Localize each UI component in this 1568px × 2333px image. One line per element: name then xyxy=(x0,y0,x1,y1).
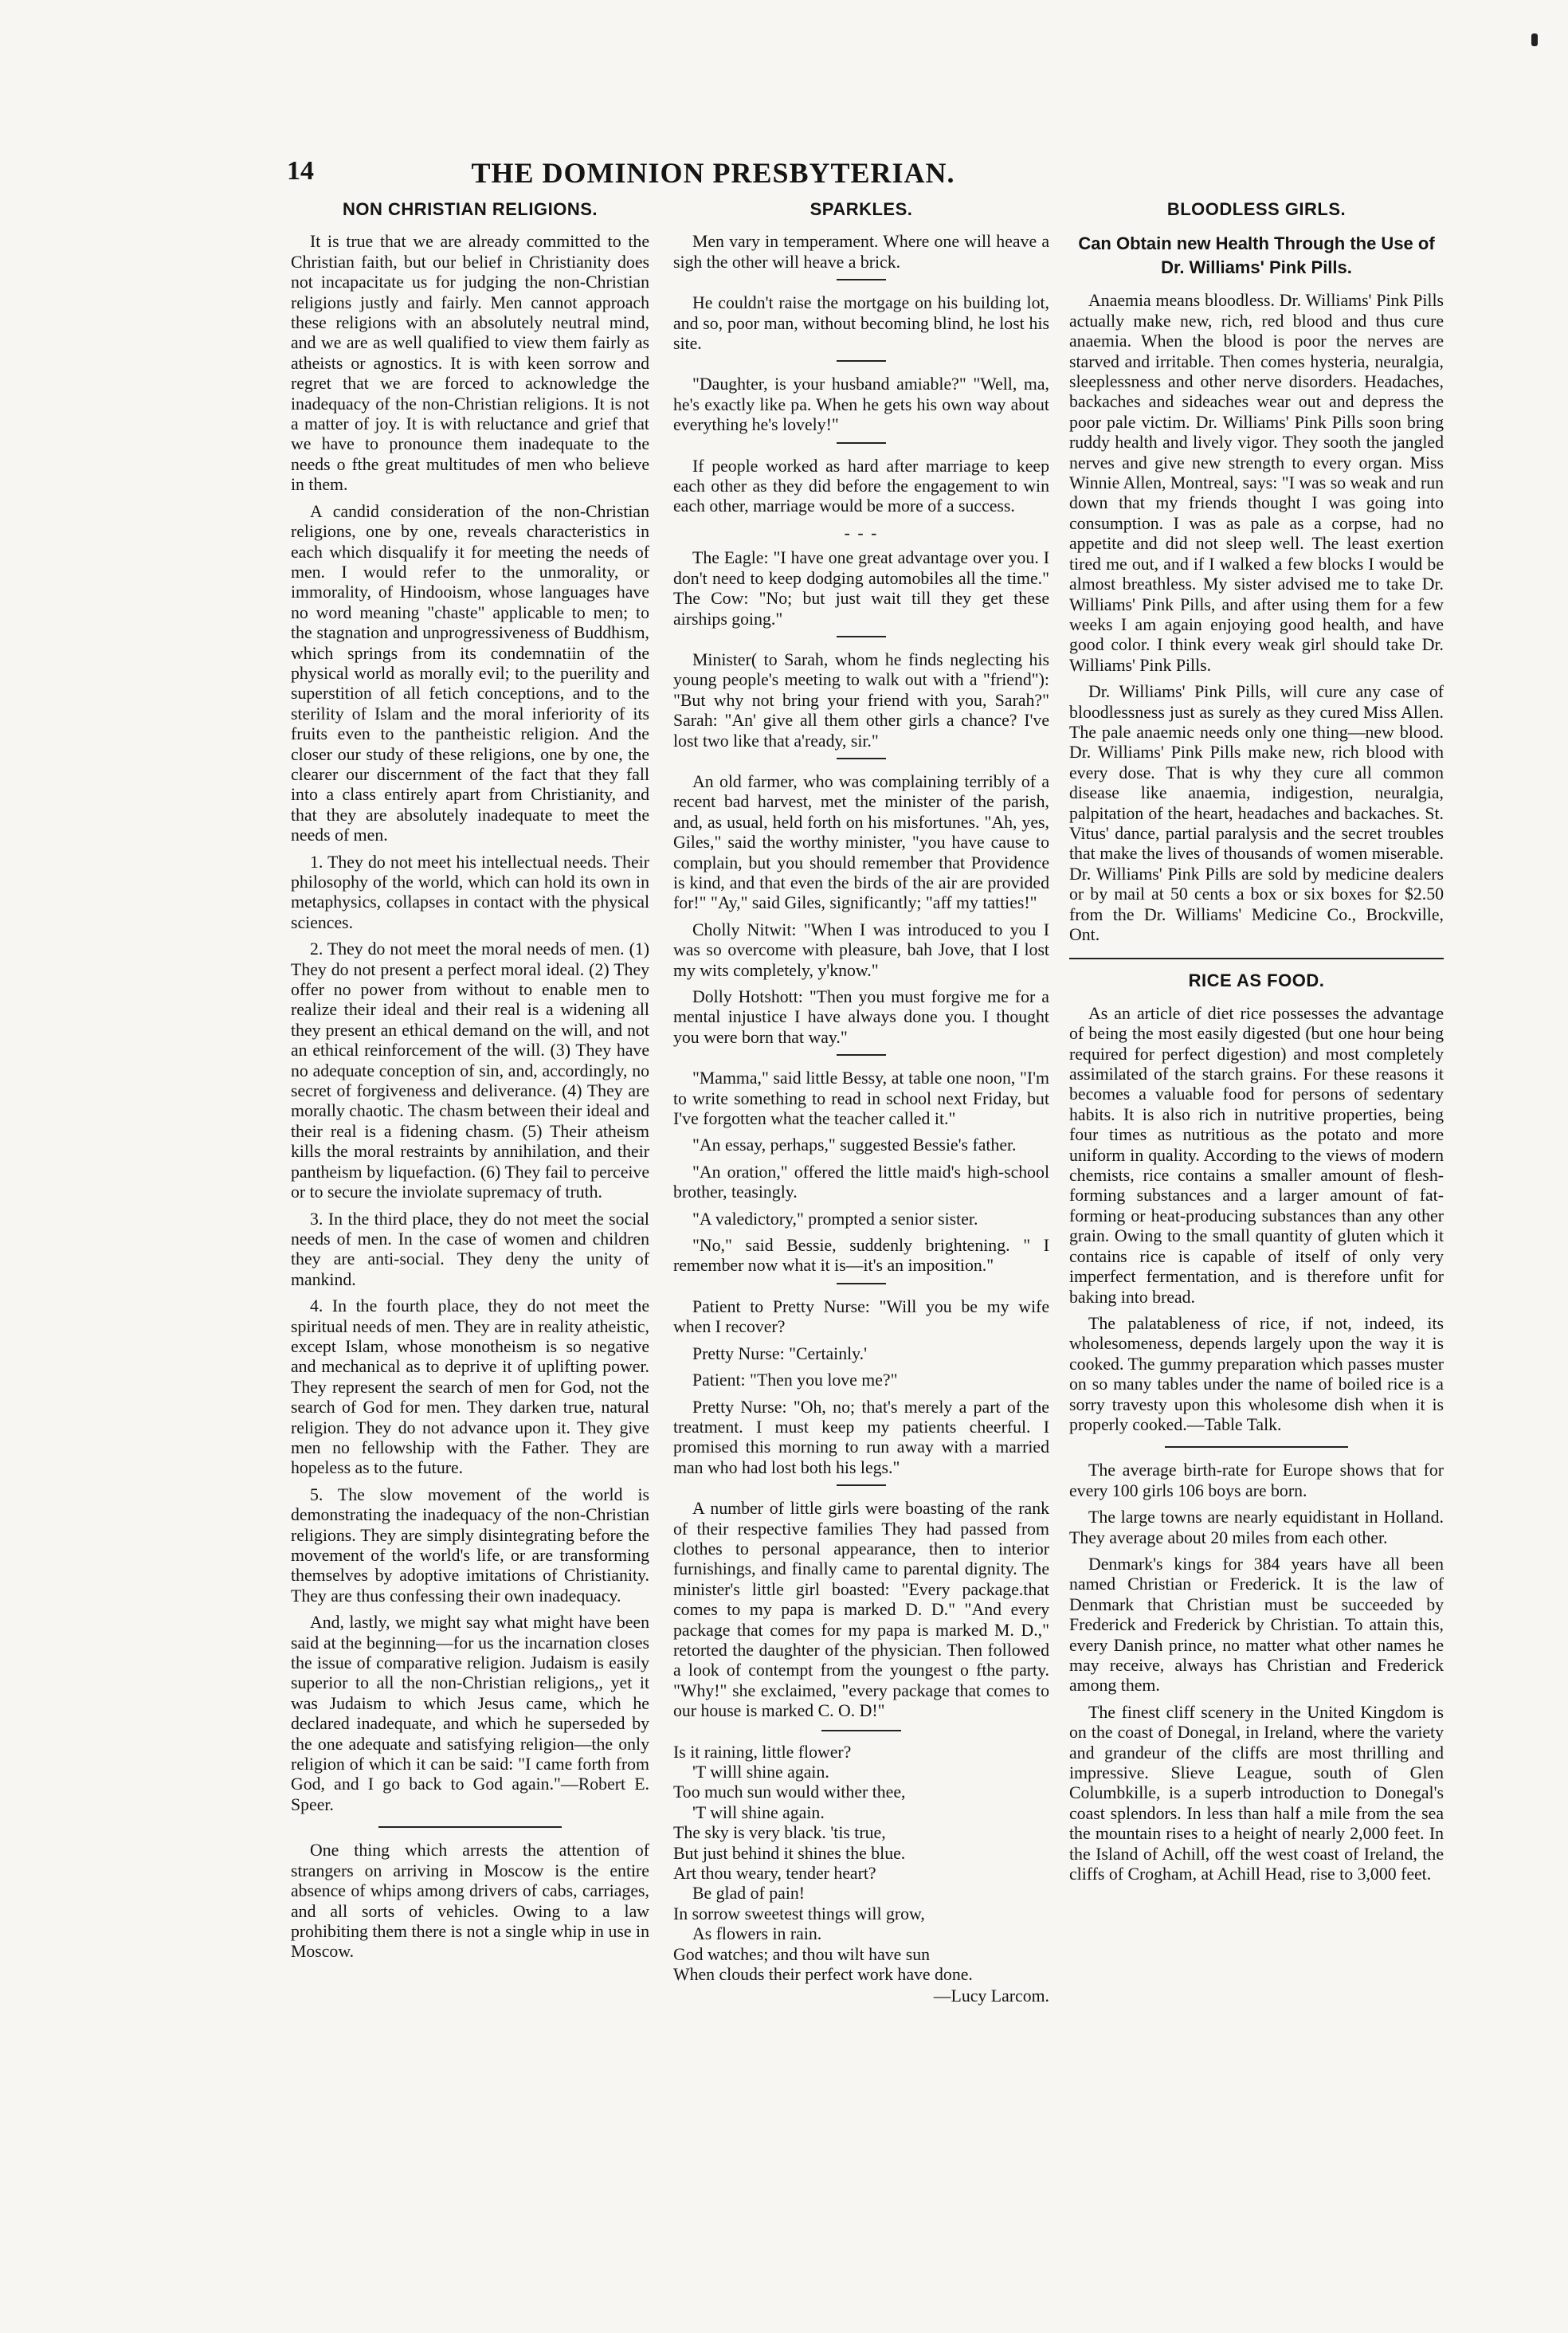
article-paragraph: 4. In the fourth place, they do not meet the spiritual needs of men. They are in reality atheistic, except Islam, whose monotheism is so negative and mechanical as to deprive it of uplifting power. They represent the search of men for God, not the search of God for men. They darken true, natural religion. They do not advance upon it. They give men no fellowship with the Father. They are hopeless as to the future. xyxy=(291,1296,649,1478)
poem-line: Too much sun would wither thee, xyxy=(673,1782,906,1802)
joke-paragraph: The Eagle: "I have one great advantage over you. I don't need to keep dodging automobiles all the time." The Cow: "No; but just wait till they get these airships going." xyxy=(673,548,1049,629)
moscow-paragraph: One thing which arrests the attention of strangers on arriving in Moscow is the entire absence of whips among drivers of cabs, carriages, and all sorts of vehicles. Owing to a law prohibiting them there is not a single whip in use in Moscow. xyxy=(291,1841,649,1962)
joke-divider xyxy=(837,442,886,444)
article-paragraph: The finest cliff scenery in the United Kingdom is on the coast of Donegal, in Ireland, where the variety and grandeur of the cliffs are most thrilling and impressive. Slieve League, south of Glen Columbkille, is a superb introduction to Donegal's coast splendors. In less than half a mile from the sea the mountain rises to a height of nearly 2,000 feet. In the Island of Achill, off the west coast of Ireland, the cliffs of Crogham, at Achill Head, rise to 3,000 feet. xyxy=(1069,1702,1444,1884)
joke-divider xyxy=(837,279,886,280)
article-paragraph: The average birth-rate for Europe shows that for every 100 girls 106 boys are born. xyxy=(1069,1461,1444,1500)
joke-divider xyxy=(837,360,886,362)
joke-paragraph: Pretty Nurse: "Oh, no; that's merely a part of the treatment. I must keep my patients cheerful. I promised this morning to run away with a married man who had lost both his legs." xyxy=(673,1397,1049,1477)
joke-paragraph: If people worked as hard after marriage to keep each other as they did before the engagement to win each other, marriage would be more of a success. xyxy=(673,456,1049,516)
article-paragraph: The large towns are nearly equidistant in Holland. They average about 20 miles from each other. xyxy=(1069,1508,1444,1547)
joke-paragraph: Cholly Nitwit: "When I was introduced to you I was so overcome with pleasure, bah Jove, that I lost my wits completely, y'know." xyxy=(673,919,1049,980)
article-paragraph: Anaemia means bloodless. Dr. Williams' Pink Pills actually make new, rich, red blood and thus cure anaemia. When the blood is poor the nerves are starved and irritable. Then comes hysteria, neuralgia, sleeplessness and other nerve disorders. Headaches, backaches and sideaches wear out and depress the poor pale victim. Dr. Williams' Pink Pills soon bring ruddy health and lively vigor. They sooth the jangled nerves and give new strength to every organ. Miss Winnie Allen, Montreal, says: "I was so weak and run down that my friends thought I was going into consumption. I was as pale as a corpse, had no appetite and did not sleep well. The least exertion tired me out, and if I walked a few blocks I would be almost breathless. My sister advised me to take Dr. Williams' Pink Pills, and after using them for a few weeks I am again enjoying good health, and have good color. I think every weak girl should take Dr. Williams' Pink Pills. xyxy=(1069,291,1444,675)
column-sparkles xyxy=(673,199,1049,2007)
joke-divider xyxy=(837,1484,886,1486)
joke-paragraph: "An essay, perhaps," suggested Bessie's father. xyxy=(692,1135,1017,1155)
joke-paragraph: Dolly Hotshott: "Then you must forgive me for a mental injustice I have always done you. I thought you were born that way." xyxy=(673,987,1049,1047)
joke-paragraph: "A valedictory," prompted a senior sister. xyxy=(692,1209,978,1229)
poem xyxy=(673,1743,1049,1986)
page-number: 14 xyxy=(287,156,314,186)
column-non-christian-religions xyxy=(291,199,649,1969)
section-divider xyxy=(378,1826,562,1828)
article-title: RICE AS FOOD. xyxy=(1188,970,1325,991)
article-paragraph: 5. The slow movement of the world is demonstrating the inadequacy of the non-Christian religions. They are simply disintegrating before the movement of the world's life, or are transforming themselves by adoptive imitations of Christianity. They are thus confessing their own inadequacy. xyxy=(291,1484,649,1606)
joke-paragraph: A number of little girls were boasting of the rank of their respective families They had passed from clothes to personal appearance, then to interior furnishings, and finally came to parental dignity. The minister's little girl boasted: "Every package.that comes to my papa is marked D. D." "And every package that comes for my papa is marked M. D.," retorted the daughter of the physician. Then followed a look of contempt from the youngest o fthe party. "Why!" she exclaimed, "every package that comes to our house is marked C. O. D!" xyxy=(673,1499,1049,1721)
joke-divider xyxy=(837,636,886,637)
poem-line: In sorrow sweetest things will grow, xyxy=(673,1904,925,1923)
joke-paragraph: He couldn't raise the mortgage on his building lot, and so, poor man, without becoming blind, he lost his site. xyxy=(673,293,1049,354)
joke-paragraph: An old farmer, who was complaining terribly of a recent bad harvest, met the minister of the parish, and, as usual, held forth on his misfortunes. "Ah, yes, Giles," said the worthy minister, "you have cause to complain, but you should remember that Providence is kind, and that even the birds of the air are provided for!" "Ay," said Giles, significantly; "aff my tatties!" xyxy=(673,771,1049,913)
joke-divider xyxy=(837,758,886,759)
poem-line: Is it raining, little flower? xyxy=(673,1742,852,1762)
article-paragraph: Dr. Williams' Pink Pills, will cure any case of bloodlessness just as surely as they cured Miss Allen. The pale anaemic needs only one thing—new blood. Dr. Williams' Pink Pills make new, rich blood with every dose. That is why they cure all common disease like anaemia, indigestion, neuralgia, palpitation of the heart, headaches and backaches. St. Vitus' dance, partial paralysis and the secret troubles that make the lives of thousands of women miserable. Dr. Williams' Pink Pills are sold by medicine dealers or by mail at 50 cents a box or six boxes for $2.50 from the Dr. Williams' Medicine Co., Brockville, Ont. xyxy=(1069,682,1444,944)
joke-paragraph: Minister( to Sarah, whom he finds neglecting his young people's meeting to walk out with a "friend"): "But why not bring your friend with you, Sarah?" Sarah: "An' give all them other girls a chance? I've lost two like that a'ready, sir." xyxy=(673,649,1049,751)
article-title: NON CHRISTIAN RELIGIONS. xyxy=(342,199,598,219)
section-divider xyxy=(1069,958,1444,959)
poem-line: The sky is very black. 'tis true, xyxy=(673,1823,886,1843)
page-header xyxy=(287,156,1092,196)
joke-paragraph: Patient to Pretty Nurse: "Will you be my wife when I recover? xyxy=(673,1296,1049,1337)
column-bloodless-girls xyxy=(1069,199,1444,1891)
scan-edge-mark xyxy=(1531,33,1538,46)
article-paragraph: And, lastly, we might say what might have been said at the beginning—for us the incarnation closes the issue of comparative religion. Judaism is easily superior to all the non-Christian religions,, yet it was Judaism to which Jesus came, which he declared inadequate, and which he superseded by the one adequate and satisfying religion—the only religion of which it can be said: "I came forth from God, and I go back to God again."—Robert E. Speer. xyxy=(291,1613,649,1814)
joke-divider: - - - xyxy=(844,523,879,543)
article-paragraph: The palatableness of rice, if not, indeed, its wholesomeness, depends largely upon the way it is cooked. The gummy preparation which passes muster on so many tables under the name of boiled rice is a sorry travesty upon this wholesome dish when it is properly cooked.—Table Talk. xyxy=(1069,1313,1444,1434)
poem-line: As flowers in rain. xyxy=(692,1924,822,1944)
poem-line: 'T will shine again. xyxy=(692,1802,825,1822)
section-divider xyxy=(1165,1446,1348,1448)
article-paragraph: Denmark's kings for 384 years have all been named Christian or Frederick. It is the law of Denmark that Christian must be succeeded by Frederick and Frederick by Christian. To attain this, every Danish prince, no matter what other names he may receive, always has Christian and Frederick among them. xyxy=(1069,1554,1444,1696)
article-title: BLOODLESS GIRLS. xyxy=(1166,199,1347,219)
joke-paragraph: Men vary in temperament. Where one will heave a sigh the other will heave a brick. xyxy=(673,232,1049,272)
poem-line: But just behind it shines the blue. xyxy=(673,1843,906,1863)
section-divider xyxy=(821,1730,901,1731)
poem-author: —Lucy Larcom. xyxy=(933,1986,1049,2006)
joke-paragraph: Patient: "Then you love me?" xyxy=(692,1370,898,1390)
joke-paragraph: "Mamma," said little Bessy, at table one noon, "I'm to write something to read in school next Friday, but I've forgotten what the teacher called it." xyxy=(673,1068,1049,1129)
joke-paragraph: "An oration," offered the little maid's high-school brother, teasingly. xyxy=(673,1162,1049,1202)
article-paragraph: 3. In the third place, they do not meet the social needs of men. In the case of women and children they are anti-social. They deny the unity of mankind. xyxy=(291,1209,649,1289)
article-paragraph: A candid consideration of the non-Christian religions, one by one, reveals characteristics in each which disqualify it for meeting the needs of men. I would refer to the unmorality, or immorality, of Hindooism, whose languages have no word meaning "chaste" applicable to men; to the stagnation and unprogressiveness of Buddhism, which springs from its condemnatiin of the physical world as morally evil; to the puerility and superstition of all fetich conceptions, and to the sterility of Islam and the moral inferiority of its fruits even to the pantheistic religion. And the closer our study of these religions, one by one, the clearer our discernment of the fact that they fall into a class entirely apart from Christianity, and that they are absolutely inadequate to meet the needs of men. xyxy=(291,501,649,845)
poem-line: Art thou weary, tender heart? xyxy=(673,1864,876,1884)
joke-divider xyxy=(837,1054,886,1056)
article-paragraph: As an article of diet rice possesses the advantage of being the most easily digested (but one hour being required for perfect digestion) and most completely assimilated of the starch grains. For these reasons it becomes a valuable food for persons of sedentary habits. It is also rich in nutritive properties, being four times as nutritious as the potato and more uniform in quality. According to the views of modern chemists, rice contains a smaller amount of flesh-forming substances and a larger amount of fat-forming or heat-producing substances than any other grain. Owing to the small quantity of gluten which it contains rice is capable of itself of only very imperfect fermentation, and is therefore unfit for baking into bread. xyxy=(1069,1003,1444,1307)
poem-line: Be glad of pain! xyxy=(692,1884,806,1904)
joke-paragraph: "Daughter, is your husband amiable?" "Well, ma, he's exactly like pa. When he gets his own way about everything he's lovely!" xyxy=(673,374,1049,435)
article-title: SPARKLES. xyxy=(809,199,913,219)
joke-paragraph: Pretty Nurse: "Certainly.' xyxy=(692,1343,868,1363)
joke-divider xyxy=(837,1283,886,1284)
article-paragraph: 1. They do not meet his intellectual needs. Their philosophy of the world, which can hold its own in metaphysics, collapses in contact with the physical sciences. xyxy=(291,852,649,932)
poem-line: God watches; and thou wilt have sun xyxy=(673,1944,931,1964)
article-paragraph: 2. They do not meet the moral needs of men. (1) They do not present a perfect moral ideal. (2) They offer no power from without to enable men to realize their ideal and their real is a widening all they present an ethical demand on the will, and not an ethical reinforcement of the will. (3) They have no adequate conception of sin, and, accordingly, no secret of forgiveness and deliverance. (4) They are morally chaotic. The chasm between their ideal and their real is a fidening chasm. (5) Their atheism kills the moral restraints by annihilation, and their pantheism by liquefaction. (6) They fail to perceive or to secure the inviolate supremacy of truth. xyxy=(291,939,649,1202)
article-subtitle: Can Obtain new Health Through the Use of Dr. Williams' Pink Pills. xyxy=(1078,233,1435,278)
paper-title: THE DOMINION PRESBYTERIAN. xyxy=(471,157,955,189)
joke-paragraph: "No," said Bessie, suddenly brightening. " I remember now what it is—it's an imposition." xyxy=(673,1236,1049,1276)
poem-line: When clouds their perfect work have done. xyxy=(673,1965,973,1985)
article-paragraph: It is true that we are already committed to the Christian faith, but our belief in Christianity does not incapacitate us for judging the non-Christian religions justly and fairly. Men cannot approach these religions with an absolutely neutral mind, and we are as well qualified to view them fairly as atheists or agnostics. It is with keen sorrow and regret that we are forced to acknowledge the inadequacy of the non-Christian religions. It is not a matter of joy. It is with reluctance and grief that we have to pronounce them inadequate to the needs o fthe great multitudes of men who believe in them. xyxy=(291,232,649,495)
poem-line: 'T willl shine again. xyxy=(692,1762,829,1782)
